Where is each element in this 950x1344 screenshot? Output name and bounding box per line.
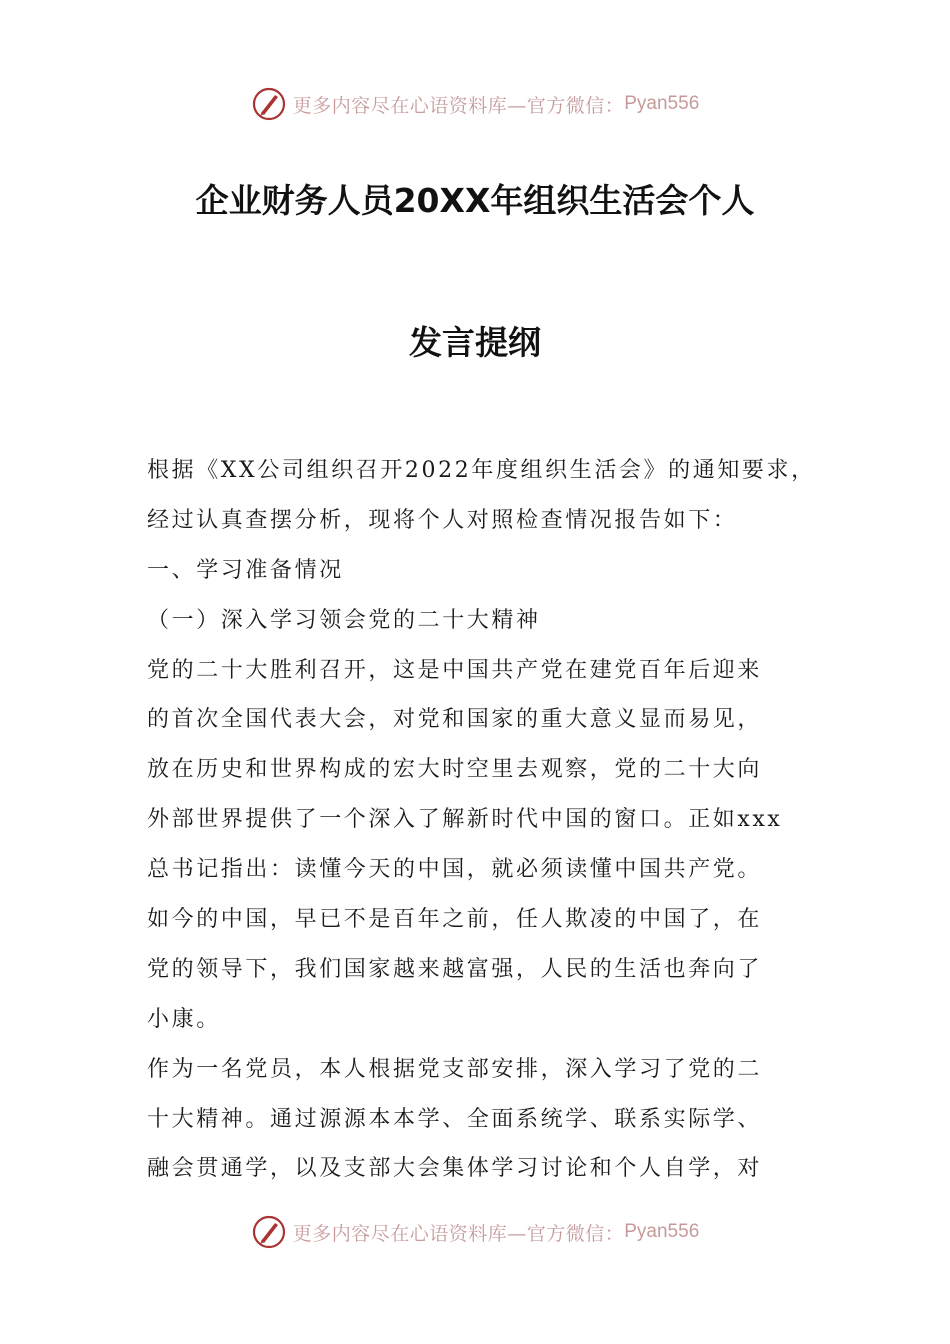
body-line: 外部世界提供了一个深入了解新时代中国的窗口。正如xxx [147,807,783,833]
body-line: 党的二十大胜利召开，这是中国共产党在建党百年后迎来 [147,657,763,683]
document-title-line-1: 企业财务人员20XX年组织生活会个人 [195,181,755,220]
document-body [147,446,827,1194]
watermark-wechat-id: Pyan556 [624,93,700,114]
body-line: 放在历史和世界构成的宏大时空里去观察，党的二十大向 [147,757,763,783]
body-line: 小康。 [147,1006,221,1032]
body-line: 作为一名党员，本人根据党支部安排，深入学习了党的二 [147,1056,763,1082]
body-line: 融会贯通学，以及支部大会集体学习讨论和个人自学，对 [147,1156,763,1182]
pen-logo-icon [251,1214,287,1250]
subsection-heading: （一）深入学习领会党的二十大精神 [147,607,541,633]
body-line: 经过认真查摆分析，现将个人对照检查情况报告如下： [147,507,738,533]
body-line: 十大精神。通过源源本本学、全面系统学、联系实际学、 [147,1106,763,1132]
section-heading: 一、学习准备情况 [147,557,344,583]
body-line: 总书记指出：读懂今天的中国，就必须读懂中国共产党。 [147,857,763,883]
watermark-text: 更多内容尽在心语资料库—官方微信： [292,94,625,117]
watermark-banner-top [0,84,950,124]
watermark-wechat-id: Pyan556 [624,1221,700,1242]
pen-logo-icon [251,86,287,122]
body-line: 的首次全国代表大会，对党和国家的重大意义显而易见， [147,707,763,733]
body-line: 根据《XX公司组织召开2022年度组织生活会》的通知要求， [147,458,816,483]
document-title-line-2: 发言提纲 [409,323,541,362]
watermark-banner-bottom [0,1212,950,1252]
watermark-text: 更多内容尽在心语资料库—官方微信： [292,1222,625,1245]
body-line: 党的领导下，我们国家越来越富强，人民的生活也奔向了 [147,956,763,982]
body-line: 如今的中国，早已不是百年之前，任人欺凌的中国了，在 [147,907,763,933]
